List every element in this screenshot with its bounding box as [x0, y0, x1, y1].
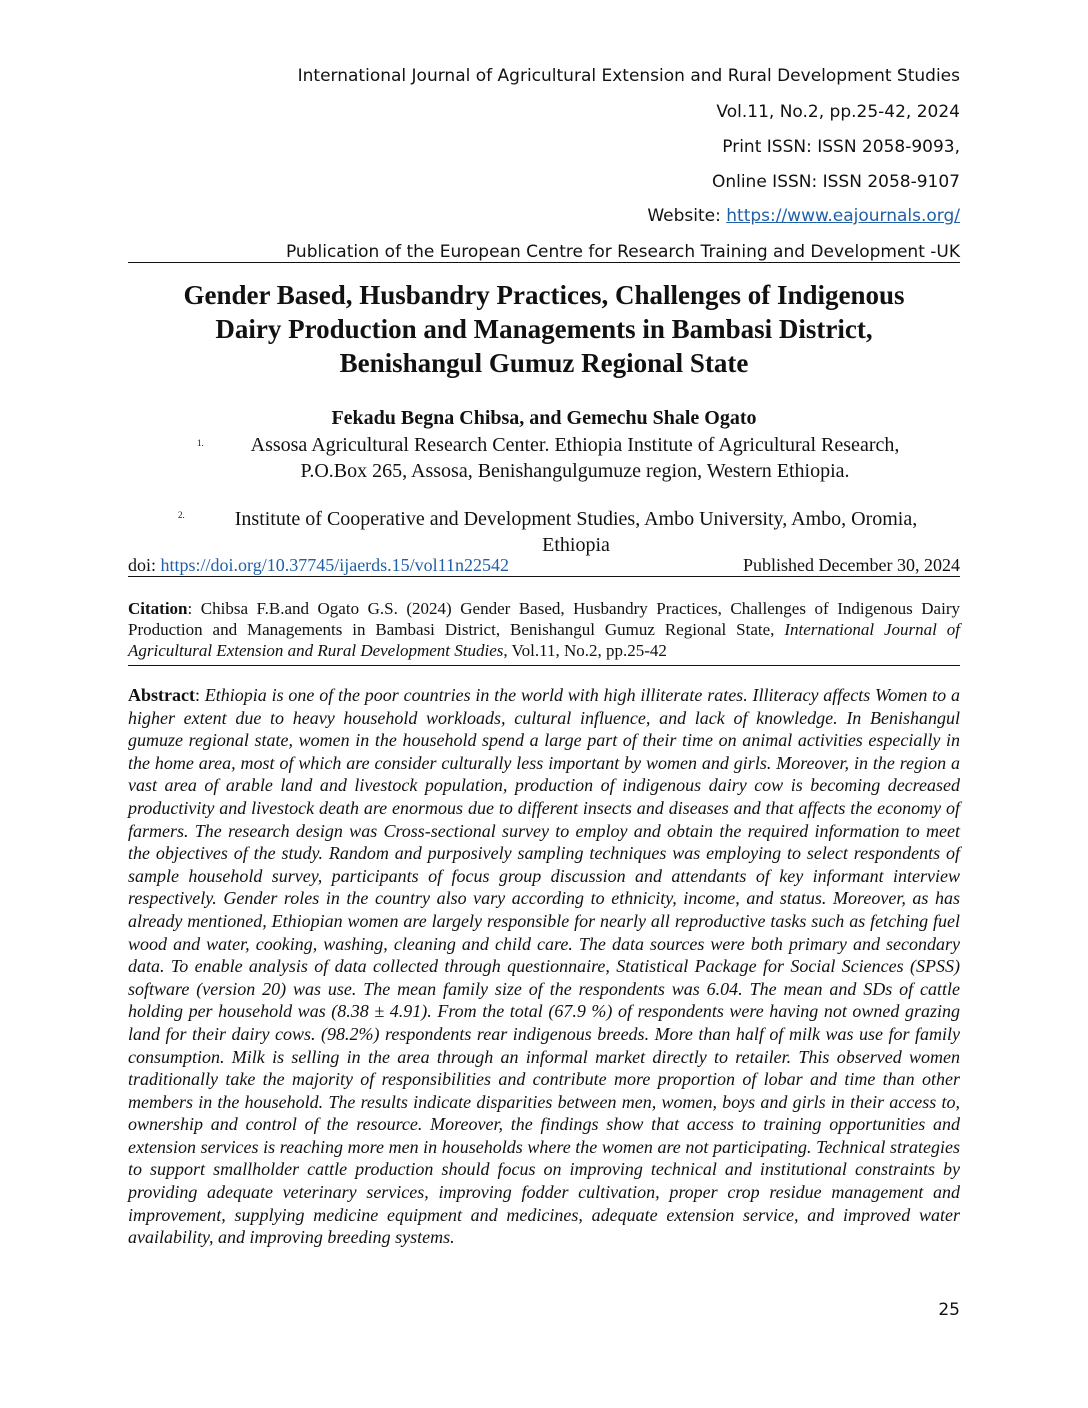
- website-line: [647, 206, 960, 226]
- abstract: [128, 684, 960, 1249]
- doi-link[interactable]: https://doi.org/10.37745/ijaerds.15/vol11n22542: [160, 555, 510, 575]
- title-line: Gender Based, Husbandry Practices, Challenges of Indigenous: [183, 280, 905, 310]
- affiliation-line: Assosa Agricultural Research Center. Ethiopia Institute of Agricultural Research,: [250, 434, 900, 456]
- citation-journal: International Journal of Agricultural Extension and Rural Development Studies: [128, 620, 961, 660]
- doi-line: [128, 554, 960, 577]
- affiliation-marker: 1.: [197, 438, 204, 448]
- affiliation-2: [196, 506, 956, 558]
- citation-tail: , Vol.11, No.2, pp.25-42: [503, 641, 667, 660]
- published-date: Published December 30, 2024: [743, 555, 960, 575]
- citation-label: Citation: [128, 599, 188, 618]
- page-number: 25: [938, 1300, 960, 1320]
- title-line: Dairy Production and Managements in Bambasi District,: [215, 314, 873, 344]
- authors: Fekadu Begna Chibsa, and Gemechu Shale Ogato: [331, 407, 757, 429]
- abstract-text: Ethiopia is one of the poor countries in the world with high illiterate rates. Illiteracy affects Women to a higher extent due to heavy household workloads, cultural influence, and lack of knowledge. In Benishangul gumuze regional state, women in the household spend a large part of their time on animal activities especially in the home area, most of which are consider culturally less important by women and girls. Moreover, in the region a vast area of arable land and livestock population, production of indigenous dairy cow is becoming decreased productivity and livestock death are enormous due to different insects and diseases and that affects the economy of farmers. The research design was Cross-sectional survey to employ and obtain the required information to meet the objectives of the study. Random and purposively sampling techniques was employing to select respondents of sample household survey, participants of focus group discussion and attendants of key informant interview respectively. Gender roles in the country also vary according to ethnicity, income, and status. Moreover, as has already mentioned, Ethiopian women are largely responsible for nearly all reproductive tasks such as fetching fuel wood and water, cooking, washing, cleaning and child care. The data sources were both primary and secondary data. To enable analysis of data collected through questionnaire, Statistical Package for Social Sciences (SPSS) software (version 20) was use. The mean family size of the respondents was 6.04. The mean and SDs of cattle holding per household was (8.38 ± 4.91). From the total (67.9 %) of respondents were having not owned grazing land for their dairy cows. (98.2%) respondents rear indigenous breeds. More than half of milk was use for family consumption. Milk is selling in the area through an informal market directly to retailer. This observed women traditionally take the majority of responsibilities and contribute more proportion of lobar and time than other members in the household. The results indicate disparities between men, women, boys and girls in their access to, ownership and control of the resource. Moreover, the findings show that access to training opportunities and extension services is reaching more men in households where the women are not participating. Technical strategies to support smallholder cattle production should focus on improving technical and institutional constraints by providing adequate veterinary services, improving fodder cultivation, proper crop residue management and improvement, supplying medicine equipment and medicines, adequate extension service, and improved water availability, and improving breeding systems.: [128, 685, 960, 1248]
- paper-title: [128, 278, 960, 380]
- publisher-line: Publication of the European Centre for Research Training and Development -UK: [128, 242, 960, 263]
- abstract-label: Abstract: [128, 685, 195, 705]
- title-line: Benishangul Gumuz Regional State: [339, 348, 749, 378]
- doi-label: doi:: [128, 555, 161, 575]
- affiliation-marker: 2.: [178, 510, 185, 520]
- volume-info: Vol.11, No.2, pp.25-42, 2024: [716, 102, 960, 122]
- abstract-colon: :: [194, 685, 205, 705]
- citation-text: : Chibsa F.B.and Ogato G.S. (2024) Gender Based, Husbandry Practices, Challenges of Indigenous Dairy Production and Managements in Bambasi District, Benishangul Gumuz Regional State,: [128, 599, 960, 639]
- print-issn: Print ISSN: ISSN 2058-9093,: [722, 137, 960, 157]
- website-link[interactable]: https://www.eajournals.org/: [726, 206, 960, 226]
- online-issn: Online ISSN: ISSN 2058-9107: [711, 172, 960, 192]
- journal-name: International Journal of Agricultural Extension and Rural Development Studies: [297, 66, 960, 86]
- affiliation-line: Institute of Cooperative and Development Studies, Ambo University, Ambo, Oromia,: [234, 508, 918, 530]
- affiliation-line: Ethiopia: [542, 534, 610, 556]
- citation: [128, 598, 960, 666]
- affiliation-1: [210, 432, 940, 484]
- website-label: Website:: [647, 206, 727, 226]
- affiliation-line: P.O.Box 265, Assosa, Benishangulgumuze region, Western Ethiopia.: [300, 460, 850, 482]
